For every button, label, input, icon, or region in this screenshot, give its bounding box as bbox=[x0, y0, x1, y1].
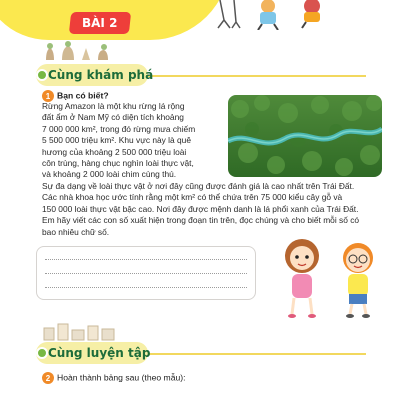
section-title: Cùng khám phá bbox=[48, 68, 154, 82]
task-number-badge: 2 bbox=[42, 372, 54, 384]
lesson-badge bbox=[69, 12, 131, 34]
top-banner bbox=[0, 0, 400, 34]
section-header-practice bbox=[36, 342, 366, 364]
task-instruction-text: Hoàn thành bảng sau (theo mẫu): bbox=[57, 372, 186, 383]
paragraph-line: 5 500 000 triệu km². Khu vực này là quê bbox=[42, 135, 191, 146]
lesson-badge-label: BÀI 2 bbox=[82, 16, 118, 30]
section-title: Cùng luyện tập bbox=[48, 346, 151, 360]
two-kids-illustration bbox=[272, 234, 390, 318]
answer-writing-box[interactable] bbox=[36, 246, 256, 300]
paragraph-line: và khoảng 2 000 loài chim cùng thú. bbox=[42, 169, 177, 180]
bullet-dot-icon bbox=[36, 69, 48, 81]
task-heading-text: Bạn có biết? bbox=[57, 90, 109, 101]
paragraph-line: Rừng Amazon là một khu rừng lá rộng bbox=[42, 101, 185, 111]
dotted-writing-line bbox=[45, 273, 247, 274]
paragraph-line: Các nhà khoa học ước tính rằng một km² có thể chứa trên 75 000 kiểu cây gỗ và bbox=[42, 192, 343, 203]
paragraph-line: đất ẩm ở Nam Mỹ có diện tích khoảng bbox=[42, 112, 184, 123]
section-header-explore bbox=[36, 64, 366, 86]
paragraph-line: 150 000 loài thực vật bậc cao. Nơi đây được mệnh danh là lá phổi xanh của Trái Đất. bbox=[42, 203, 359, 214]
paragraph-line: 7 000 000 km², trong đó rừng mưa chiếm bbox=[42, 123, 196, 134]
amazon-paragraph-wide bbox=[42, 181, 390, 238]
amazon-paragraph-narrow bbox=[42, 101, 222, 181]
task-2-instruction bbox=[42, 372, 186, 384]
bullet-dot-icon bbox=[36, 347, 48, 359]
amazon-rainforest-photo bbox=[228, 95, 382, 177]
paragraph-line: bao nhiêu chữ số. bbox=[42, 226, 110, 237]
paragraph-line: hương của khoảng 2 500 000 triệu loài bbox=[42, 146, 187, 157]
paragraph-line: Sự đa dạng về loài thực vật ở nơi đây cũng được đánh giá là cao nhất trên Trái Đất. bbox=[42, 181, 355, 191]
dotted-writing-line bbox=[45, 259, 247, 260]
children-playing-illustration bbox=[210, 0, 330, 30]
task-number-badge: 1 bbox=[42, 90, 54, 102]
paragraph-line: côn trùng, hàng chục nghìn loài thực vật, bbox=[42, 158, 194, 169]
plant-pots-illustration bbox=[40, 40, 112, 62]
dotted-writing-line bbox=[45, 287, 247, 288]
paragraph-line: Em hãy viết các con số xuất hiện trong đoạn tin trên, đọc chúng và cho biết mỗi số có bbox=[42, 215, 360, 226]
notebooks-illustration bbox=[40, 322, 120, 342]
